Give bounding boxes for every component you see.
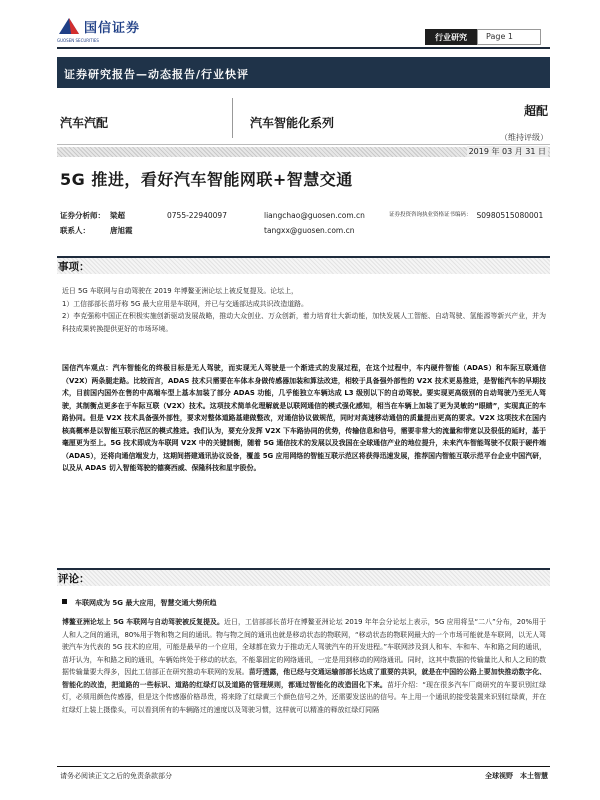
bullet-text: 车联网成为 5G 最大应用，智慧交通大势所趋 [75, 599, 217, 607]
commentary-bullet [62, 598, 217, 608]
contact-label: 联系人： [60, 226, 90, 235]
report-date: 2019 年 03 月 31 日 [468, 147, 546, 156]
analyst-email[interactable]: liangchao@guosen.com.cn [264, 211, 365, 220]
series-label: 汽车智能化系列 [250, 116, 335, 130]
analyst-name: 梁超 [110, 211, 125, 220]
sector-label: 汽车汽配 [60, 116, 109, 130]
commentary-heading: 评论： [58, 573, 90, 585]
commentary-bold: 苗圩透露，他已经与交通运输部部长达成了重要的共识，就是在中国的公路上要加快推动数字化、智能化的改造，把道路的一些标识、道路的红绿灯以及道路的管理规则，都通过智能化的改造固化下来。 [62, 668, 547, 689]
analyst-phone: 0755-22940097 [167, 211, 227, 220]
commentary-body: 近日，工信部部长苗圩在博鳌亚洲论坛 2019 年年会分论坛上表示，5G 应用将呈“二八”分布，20%用于人和人之间的通讯，80%用于物和物之间的通讯。物与物之间的通讯也就是移动状态的物联网，“移动状态的物联网最大的一个市场可能就是车联网，以无人驾驶汽车为代表的 5G 技术的应用，可能是最早的一个应用，全球都在致力于推动无人驾驶汽车的开发进程。”车联网涉及到人和车、车和车、车和路之间的通讯，苗圩认为，车和路之间的通讯，车辆始终处于移动的状态，不能靠固定的网络通讯，一定是用到移动的网络通讯。同时，这其中数据的传输量比人和人之间的数据传输量要大得多，因此工信部正在研究推动车联网的发展。 [62, 618, 546, 676]
commentary-paragraph [62, 616, 546, 716]
events-header-bar [57, 258, 550, 274]
header-tabs [425, 29, 541, 45]
event-item-2: 2）李克强称中国正在积极实施创新驱动发展战略，推动大众创业、万众创新，着力培育壮大新动能，加快发展人工智能、自动驾驶、氢能源等新兴产业，并为科技成果转换提供更好的市场环境。 [62, 312, 546, 333]
meta-divider-line [57, 144, 550, 145]
logo-text: 国信证券 [84, 21, 141, 36]
analyst-label: 证券分析师： [60, 211, 105, 220]
contact-name: 唐旭霞 [110, 226, 133, 235]
footer-disclaimer: 请务必阅读正文之后的免责条款部分 [60, 772, 172, 780]
page-indicator: Page 1 [477, 29, 541, 45]
license-number: S0980515080001 [476, 211, 544, 220]
commentary-header-bar [57, 570, 550, 586]
event-intro: 近日 5G 车联网与自动驾驶在 2019 年博鳌亚洲论坛上被反复提及。论坛上， [62, 287, 298, 295]
guosen-logo-icon [57, 14, 81, 36]
report-title: 5G 推进，看好汽车智能网联+智慧交通 [60, 170, 353, 189]
footer-slogan: 全球视野 本土智慧 [485, 772, 548, 780]
footer-rule [57, 766, 550, 767]
bullet-square-icon [62, 599, 67, 604]
commentary-lead: 博鳌亚洲论坛上 5G 车联网与自动驾驶被反复提及。 [62, 618, 225, 626]
category-tab: 行业研究 [425, 29, 477, 45]
meta-divider [232, 98, 233, 138]
rating-label: 超配 [523, 104, 548, 118]
author-table [60, 208, 548, 238]
license-label: 证券投资咨询执业资格证书编码： [389, 212, 472, 218]
report-type-label: 证券研究报告—动态报告/行业快评 [64, 68, 250, 81]
event-item-1: 1）工信部部长苗圩称 5G 最大应用是车联网，并已与交通部达成共识改造道路。 [62, 299, 308, 308]
contact-email[interactable]: tangxx@guosen.com.cn [264, 226, 355, 235]
events-list [62, 285, 546, 335]
logo-subtitle: GUOSEN SECURITIES [57, 38, 99, 43]
guosen-view-paragraph: 国信汽车观点：汽车智能化的终极目标是无人驾驶，而实现无人驾驶是一个渐进式的发展过程，在这个过程中，车内硬件智能（ADAS）和车际互联通信（V2X）两条腿走路。比较而言，ADAS 技术只需要在车体本身做传感器加装和算法改进，相较于具备强外部性的 V2X 技术更易推进，是智能汽车的早期技术，目前国内国外在售的中高端车型上基本加装了部分 ADAS 功能，几乎能独立车辆达成 L3 级别以下的自动驾驶。要实现更高级别的自动驾驶乃至无人驾驶，其制衡点更多在于车际互联（V2X）技术。这项技术简单化理解就是以联网通信的模式强化感知，相当在车辆上加装了更为灵敏的“眼睛”，实现真正的车路协同。但是 V2X 技术具备强外部性，要求对整体道路基建做整改，对通信协议做规范，同时对高速移动通信的质量提出更高的要求。V2X 这项技术在国内核高概率是以智能互联示范区的模式推进。我们认为，要充分发挥 V2X 下车路协同的优势，传输信息和信号，需要非常大的流量和带宽以及很低的延时，基于毫厘更为至上。5G 技术即成为车联网 V2X 中的关键制衡，随着 5G 通信技术的发展以及我国在全球通信产业的地位提升，未来汽车智能驾驶不仅限于硬件端（ADAS），还将向通信端发力，这期间搭建通讯协议设备，覆盖 5G 应用网络的智能互联示范区将获得迅速发展，推荐国内智能互联示范平台企业中国汽研，以及从 ADAS 切入智能驾驶的德赛西威、保隆科技和星宇股份。 [62, 364, 546, 472]
events-heading: 事项： [58, 261, 90, 273]
top-divider [57, 47, 550, 49]
commentary-tail: 苗圩介绍：“现在很多汽车厂商研究的车要识别红绿灯，必须用颜色传感器，但是这个传感器价格昂贵，将来除了红绿黄三个颜色信号之外，还需要发送出的信号。车上用一个通讯的接受装置来识别红绿黄，并在红绿灯上装上摄像头，可以看到所有的车辆路过的速度以及驾驶习惯，这样就可以精准的释放红绿灯同隔 [62, 680, 546, 714]
rating-note: （维持评级） [500, 133, 548, 142]
